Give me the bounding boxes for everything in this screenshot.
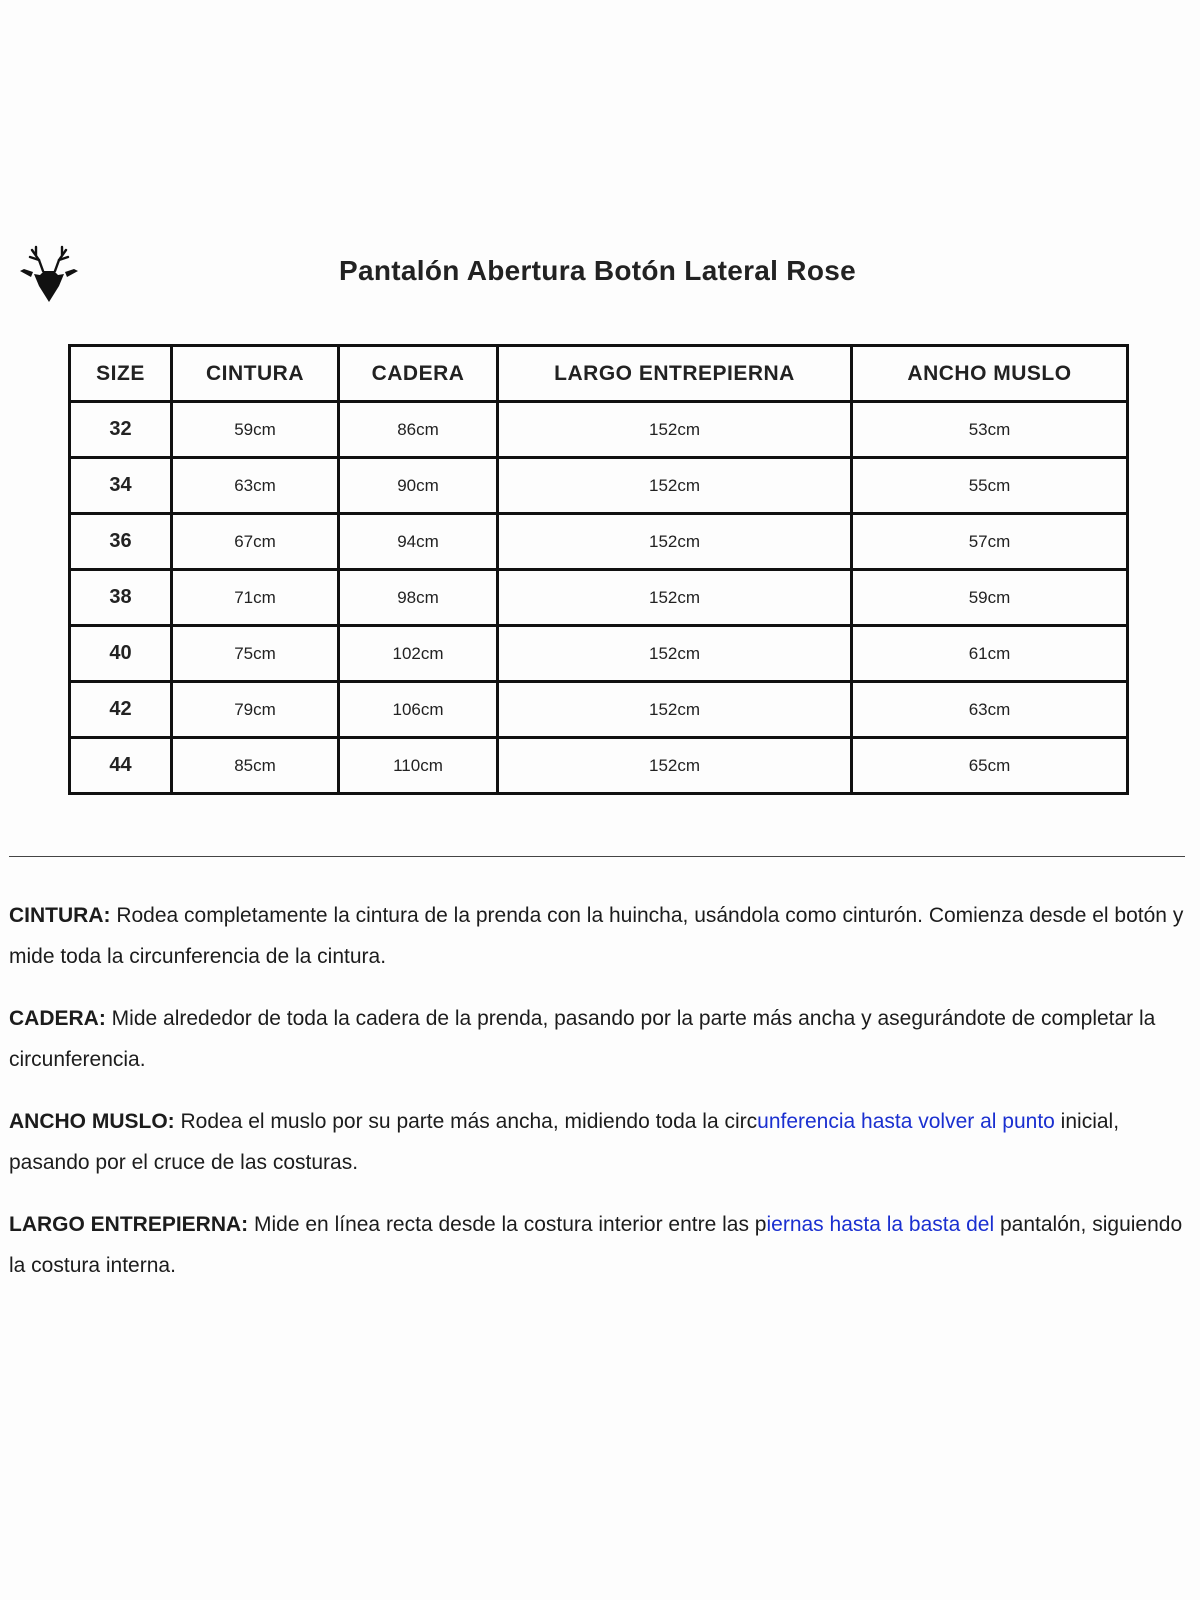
cell-largo-entrepierna: 152cm bbox=[498, 514, 852, 570]
cell-ancho-muslo: 53cm bbox=[852, 402, 1128, 458]
cell-size: 36 bbox=[70, 514, 172, 570]
cell-ancho-muslo: 61cm bbox=[852, 626, 1128, 682]
note-text: Rodea el muslo por su parte más ancha, midiendo toda la circ bbox=[174, 1110, 758, 1133]
cell-size: 40 bbox=[70, 626, 172, 682]
cell-largo-entrepierna: 152cm bbox=[498, 738, 852, 794]
note-cintura bbox=[9, 895, 1189, 977]
cell-ancho-muslo: 63cm bbox=[852, 682, 1128, 738]
cell-cadera: 90cm bbox=[339, 458, 498, 514]
note-text: Mide en línea recta desde la costura interior entre las p bbox=[248, 1213, 767, 1236]
cell-largo-entrepierna: 152cm bbox=[498, 402, 852, 458]
note-label: CINTURA: bbox=[9, 904, 111, 927]
header-cadera: CADERA bbox=[339, 346, 498, 402]
table-header-row bbox=[70, 346, 1128, 402]
note-text-rest: inicial, pasando por el cruce de las costuras. bbox=[9, 1110, 1120, 1174]
cell-largo-entrepierna: 152cm bbox=[498, 570, 852, 626]
cell-ancho-muslo: 59cm bbox=[852, 570, 1128, 626]
cell-largo-entrepierna: 152cm bbox=[498, 682, 852, 738]
note-highlight: unferencia hasta volver al punto bbox=[757, 1110, 1055, 1133]
cell-cintura: 85cm bbox=[172, 738, 339, 794]
table-row bbox=[70, 738, 1128, 794]
cell-cadera: 102cm bbox=[339, 626, 498, 682]
note-text: Mide alrededor de toda la cadera de la prenda, pasando por la parte más ancha y asegurándote de completar la circunferencia. bbox=[9, 1007, 1156, 1071]
table-row bbox=[70, 458, 1128, 514]
header-size: SIZE bbox=[70, 346, 172, 402]
cell-cadera: 110cm bbox=[339, 738, 498, 794]
note-label: LARGO ENTREPIERNA: bbox=[9, 1213, 249, 1236]
cell-cadera: 94cm bbox=[339, 514, 498, 570]
cell-size: 34 bbox=[70, 458, 172, 514]
cell-largo-entrepierna: 152cm bbox=[498, 458, 852, 514]
note-ancho-muslo bbox=[9, 1101, 1189, 1183]
note-label: ANCHO MUSLO: bbox=[9, 1110, 175, 1133]
header-cintura: CINTURA bbox=[172, 346, 339, 402]
cell-ancho-muslo: 65cm bbox=[852, 738, 1128, 794]
section-divider bbox=[9, 856, 1185, 857]
size-chart-table bbox=[68, 344, 1129, 795]
table-row bbox=[70, 514, 1128, 570]
cell-cintura: 63cm bbox=[172, 458, 339, 514]
table-row bbox=[70, 570, 1128, 626]
note-text: Rodea completamente la cintura de la prenda con la huincha, usándola como cinturón. Comienza desde el botón y mide toda la circunferencia de la cintura. bbox=[9, 904, 1184, 968]
cell-ancho-muslo: 57cm bbox=[852, 514, 1128, 570]
header-ancho-muslo: ANCHO MUSLO bbox=[852, 346, 1128, 402]
note-largo-entrepierna bbox=[9, 1204, 1189, 1286]
cell-cintura: 75cm bbox=[172, 626, 339, 682]
note-cadera bbox=[9, 998, 1189, 1080]
cell-cintura: 79cm bbox=[172, 682, 339, 738]
cell-size: 44 bbox=[70, 738, 172, 794]
cell-cintura: 59cm bbox=[172, 402, 339, 458]
cell-size: 32 bbox=[70, 402, 172, 458]
cell-cintura: 67cm bbox=[172, 514, 339, 570]
table-row bbox=[70, 682, 1128, 738]
header-largo-entrepierna: LARGO ENTREPIERNA bbox=[498, 346, 852, 402]
note-text-rest: pantalón, siguiendo la costura interna. bbox=[9, 1213, 1183, 1277]
note-label: CADERA: bbox=[9, 1007, 106, 1030]
cell-size: 42 bbox=[70, 682, 172, 738]
cell-cadera: 86cm bbox=[339, 402, 498, 458]
cell-size: 38 bbox=[70, 570, 172, 626]
cell-cadera: 106cm bbox=[339, 682, 498, 738]
table-row bbox=[70, 402, 1128, 458]
cell-ancho-muslo: 55cm bbox=[852, 458, 1128, 514]
page-title: Pantalón Abertura Botón Lateral Rose bbox=[339, 255, 856, 286]
cell-cintura: 71cm bbox=[172, 570, 339, 626]
table-row bbox=[70, 626, 1128, 682]
note-highlight: iernas hasta la basta del bbox=[766, 1213, 995, 1236]
measurement-instructions bbox=[9, 895, 1189, 1307]
cell-largo-entrepierna: 152cm bbox=[498, 626, 852, 682]
cell-cadera: 98cm bbox=[339, 570, 498, 626]
